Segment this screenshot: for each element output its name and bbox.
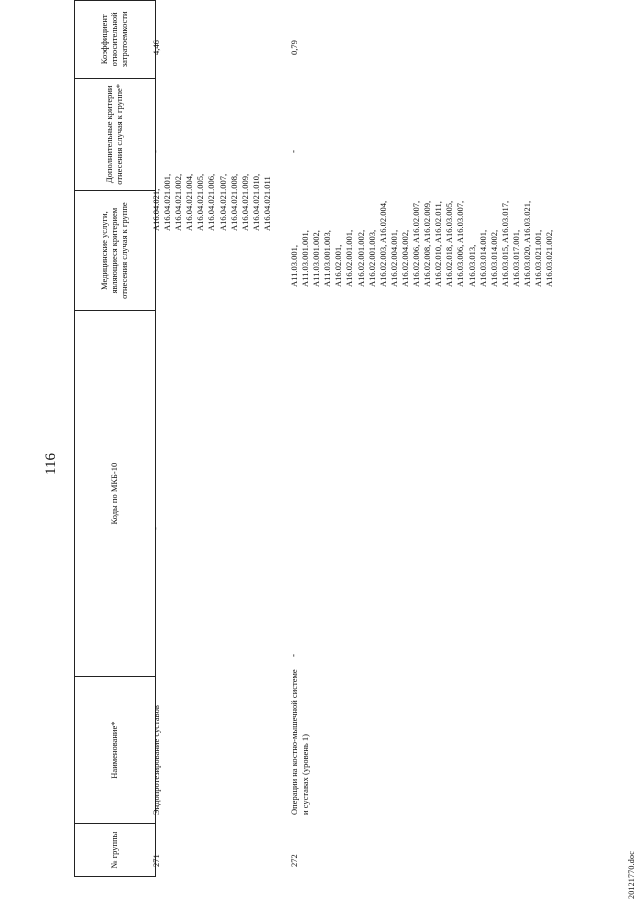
row-272-extra-criteria: - [288, 150, 298, 153]
row-272-name-dash: - [288, 654, 298, 657]
page-number: 116 [43, 453, 59, 475]
row-271-coefficient: 4,46 [151, 40, 161, 55]
header-name: Наименование* [75, 677, 156, 824]
header-icd-codes: Коды по МКБ-10 [75, 311, 156, 677]
header-coefficient: Коэффициент относительной затратоемкости [75, 1, 156, 79]
header-med-services: Медицинские услуги, являющиеся критерием отнесения случая к группе [75, 191, 156, 311]
row-271-med-services: A16.04.021, A16.04.021.001, A16.04.021.002, A16.04.021.004, A16.04.021.005, A16.04.021.006, A16.04.021.007, A16.04.021.008, A16.04.021.009, A16.04.021.010, A16.04.021.011 [151, 173, 272, 231]
header-group-no: № группы [75, 824, 156, 877]
row-271-icd-codes: - [150, 527, 160, 530]
row-271-name: Эндопротезирование суставов [151, 705, 161, 815]
row-271-extra-criteria: - [150, 150, 160, 153]
row-272-name: Операции на костно-мышечной системе и суставах (уровень 1) [289, 669, 311, 815]
row-272-coefficient: 0,79 [289, 40, 299, 55]
table-body [148, 0, 598, 877]
header-extra-criteria: Дополнительные критерии отнесения случая к группе* [75, 78, 156, 190]
header-row [75, 1, 156, 877]
footer-file-name: 20121770.doc [627, 851, 636, 899]
row-271-group-no: 271 [151, 854, 161, 867]
row-272-med-services: A11.03.001, A11.03.001.001, A11.03.001.002, A11.03.001.003, A16.02.001, A16.02.001.001, A16.02.001.002, A16.02.001.003, A16.02.003, A16.02.004, A16.02.004.001, A16.02.004.002, A16.02.006, A16.02.007, A16.02.008, A16.02.009, A16.02.010, A16.02.011, A16.02.018, A16.03.005, A16.03.006, A16.03.007, A16.03.013, A16.03.014.001, A16.03.014.002, A16.03.015, A16.03.017, A16.03.017.001, A16.03.020, A16.03.021, A16.03.021.001, A16.03.021.002, [289, 200, 555, 287]
header-table [74, 0, 156, 877]
row-272-group-no: 272 [289, 854, 299, 867]
